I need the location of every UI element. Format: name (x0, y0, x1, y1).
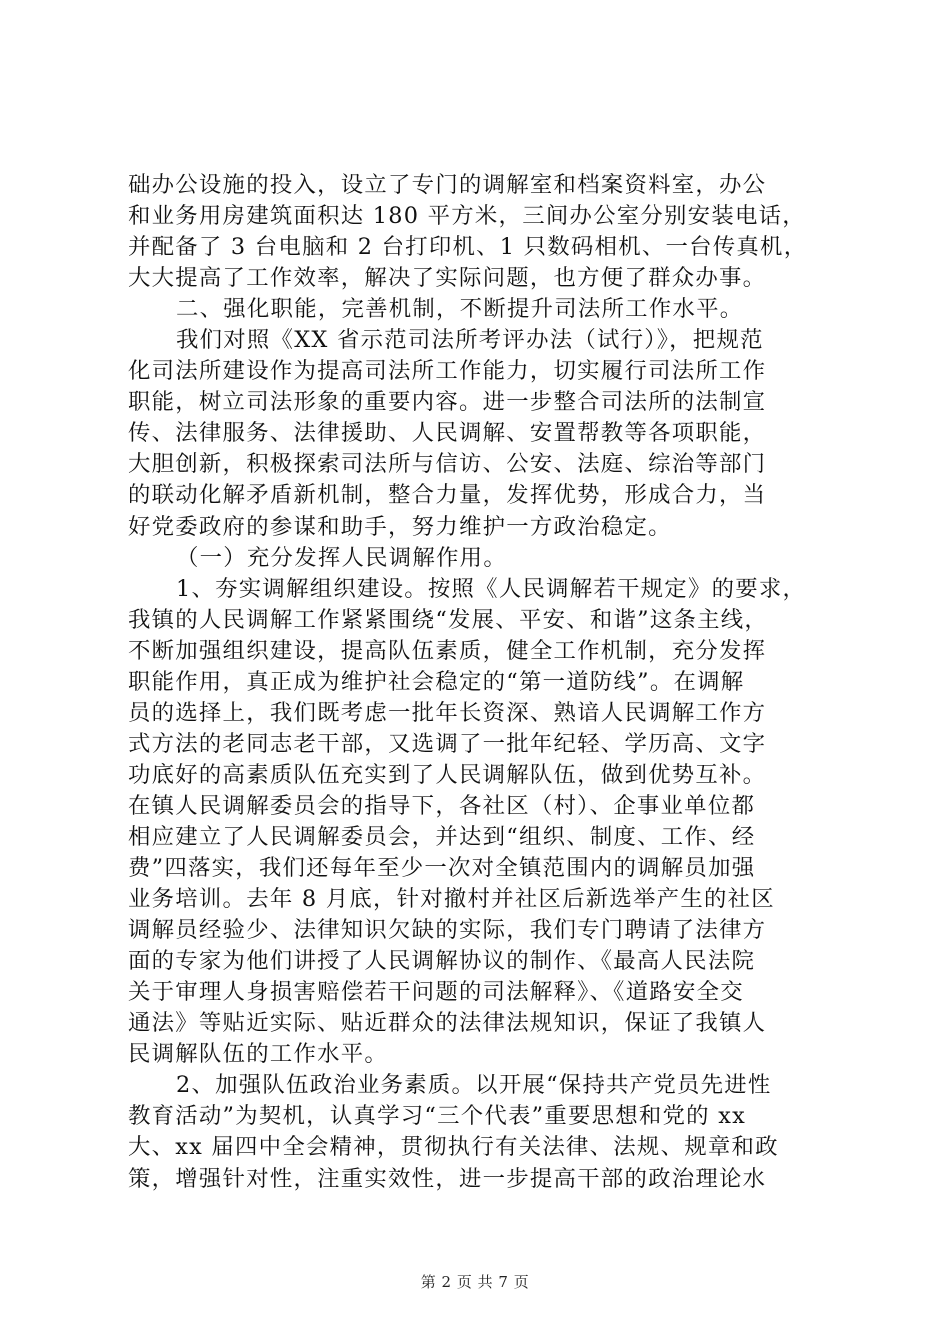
text-line: 功底好的高素质队伍充实到了人民调解队伍，做到优势互补。 (128, 761, 767, 788)
paragraph-first-line: 我们对照《XX 省示范司法所考评办法（试行）》，把规范 (176, 327, 764, 354)
subsection-heading: （一）充分发挥人民调解作用。 (176, 544, 507, 571)
document-body (128, 170, 834, 1195)
text-line: 面的专家为他们讲授了人民调解协议的制作、《最高人民法院 (128, 948, 756, 975)
text-line: 在镇人民调解委员会的指导下，各社区（村）、企事业单位都 (128, 792, 756, 819)
paragraph-first-line: 1、夯实调解组织建设。按照《人民调解若干规定》的要求， (176, 575, 807, 602)
text-line: 相应建立了人民调解委员会，并达到“组织、制度、工作、经 (128, 823, 756, 850)
text-line: 策，增强针对性，注重实效性，进一步提高干部的政治理论水 (128, 1165, 767, 1192)
text-line: 好党委政府的参谋和助手，努力维护一方政治稳定。 (128, 513, 672, 540)
text-line: 的联动化解矛盾新机制，整合力量，发挥优势，形成合力，当 (128, 482, 767, 509)
text-line: 大胆创新，积极探索司法所与信访、公安、法庭、综治等部门 (128, 451, 767, 478)
text-line: 并配备了 3 台电脑和 2 台打印机、1 只数码相机、一台传真机， (128, 234, 808, 261)
text-line: 式方法的老同志老干部，又选调了一批年纪轻、学历高、文字 (128, 730, 767, 757)
text-line: 我镇的人民调解工作紧紧围绕“发展、平安、和谐”这条主线， (128, 606, 769, 633)
text-line: 职能作用，真正成为维护社会稳定的“第一道防线”。在调解 (128, 668, 745, 695)
text-line: 和业务用房建筑面积达 180 平方米，三间办公室分别安装电话， (128, 203, 806, 230)
text-line: 通法》等贴近实际、贴近群众的法律法规知识，保证了我镇人 (128, 1010, 767, 1037)
text-line: 业务培训。去年 8 月底，针对撤村并社区后新选举产生的社区 (128, 886, 775, 913)
section-heading: 二、强化职能，完善机制，不断提升司法所工作水平。 (176, 296, 744, 323)
text-line: 费”四落实，我们还每年至少一次对全镇范围内的调解员加强 (128, 855, 756, 882)
page-number-footer: 第 2 页 共 7 页 (420, 1273, 530, 1291)
text-line: 大、xx 届四中全会精神，贯彻执行有关法律、法规、规章和政 (128, 1134, 779, 1161)
text-line: 教育活动”为契机，认真学习“三个代表”重要思想和党的 xx (128, 1103, 746, 1130)
text-line: 大大提高了工作效率，解决了实际问题，也方便了群众办事。 (128, 265, 767, 292)
text-line: 不断加强组织建设，提高队伍素质，健全工作机制，充分发挥 (128, 637, 767, 664)
text-line: 础办公设施的投入，设立了专门的调解室和档案资料室，办公 (128, 172, 767, 198)
text-line: 员的选择上，我们既考虑一批年长资深、熟谙人民调解工作方 (128, 699, 767, 726)
text-line: 传、法律服务、法律援助、人民调解、安置帮教等各项职能， (128, 420, 767, 447)
text-line: 调解员经验少、法律知识欠缺的实际，我们专门聘请了法律方 (128, 917, 767, 944)
text-line: 关于审理人身损害赔偿若干问题的司法解释》、《道路安全交 (128, 979, 744, 1006)
text-line: 职能，树立司法形象的重要内容。进一步整合司法所的法制宣 (128, 389, 767, 416)
paragraph-first-line: 2、加强队伍政治业务素质。以开展“保持共产党员先进性 (176, 1072, 772, 1099)
text-line: 民调解队伍的工作水平。 (128, 1041, 389, 1068)
text-line: 化司法所建设作为提高司法所工作能力，切实履行司法所工作 (128, 358, 767, 385)
